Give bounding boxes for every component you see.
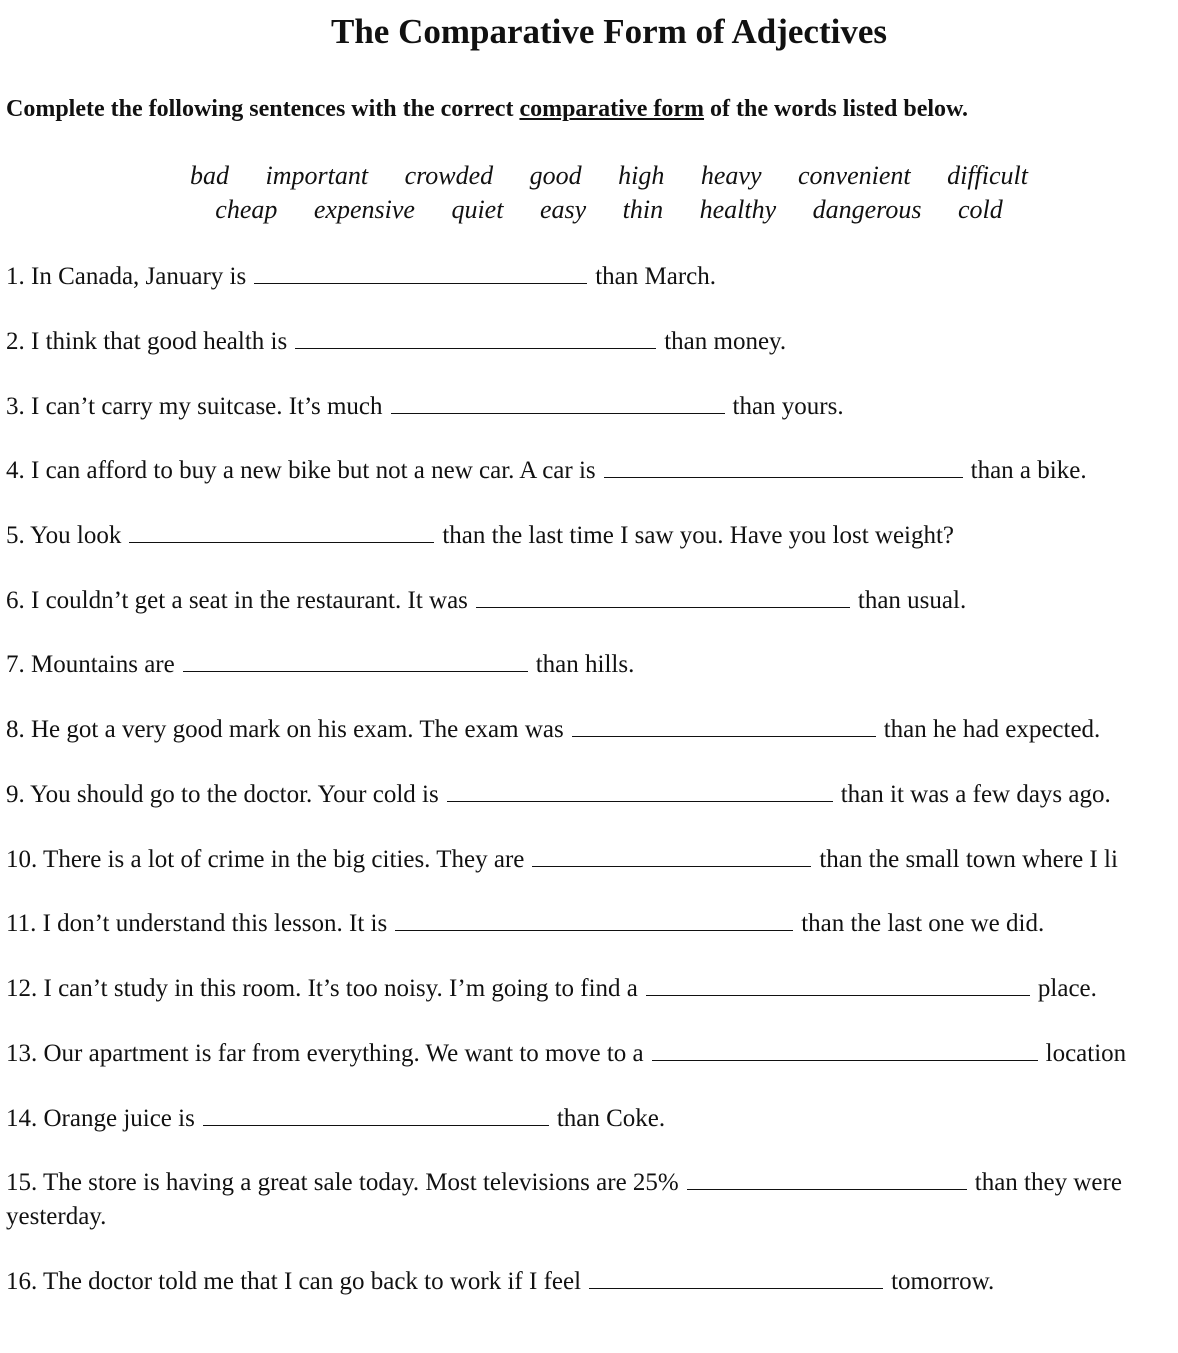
sentence-3 bbox=[6, 393, 844, 421]
sentence-text: than a bike. bbox=[970, 457, 1087, 484]
sentence-text: than the small town where I li bbox=[819, 846, 1118, 873]
instructions bbox=[6, 96, 968, 123]
sentence-text: location bbox=[1045, 1040, 1127, 1067]
sentence-6 bbox=[6, 587, 966, 615]
answer-blank[interactable] bbox=[254, 263, 587, 284]
answer-blank[interactable] bbox=[476, 587, 850, 608]
sentence-text: tomorrow. bbox=[891, 1268, 995, 1295]
sentence-14 bbox=[6, 1105, 665, 1133]
answer-blank[interactable] bbox=[589, 1268, 883, 1289]
sentence-5 bbox=[6, 522, 954, 550]
answer-blank[interactable] bbox=[203, 1105, 549, 1126]
word-bank-word: convenient bbox=[798, 161, 911, 190]
sentence-7 bbox=[6, 651, 634, 679]
sentence-8 bbox=[6, 716, 1100, 744]
word-bank-word: crowded bbox=[404, 161, 494, 190]
answer-blank[interactable] bbox=[395, 910, 793, 931]
word-bank-word: quiet bbox=[451, 195, 504, 224]
sentence-text: than they were bbox=[974, 1169, 1122, 1196]
answer-blank[interactable] bbox=[391, 393, 725, 414]
instructions-underlined-term: comparative form bbox=[519, 96, 705, 122]
answer-blank[interactable] bbox=[129, 522, 434, 543]
word-bank-word: expensive bbox=[313, 195, 415, 224]
word-bank-word: bad bbox=[189, 161, 229, 190]
word-bank-word: healthy bbox=[699, 195, 777, 224]
word-bank-word: high bbox=[618, 161, 665, 190]
page-title: The Comparative Form of Adjectives bbox=[331, 12, 887, 51]
sentence-text: 2. I think that good health is bbox=[6, 328, 288, 355]
answer-blank[interactable] bbox=[604, 457, 963, 478]
sentence-text: 5. You look bbox=[6, 522, 122, 549]
sentence-text: 1. In Canada, January is bbox=[6, 263, 247, 290]
sentence-text: 6. I couldn’t get a seat in the restaurant. It was bbox=[6, 587, 468, 614]
sentence-text: than it was a few days ago. bbox=[840, 781, 1111, 808]
word-bank-word: heavy bbox=[700, 161, 762, 190]
sentence-text: than the last one we did. bbox=[801, 910, 1045, 937]
sentence-11 bbox=[6, 910, 1044, 938]
sentence-text: than Coke. bbox=[556, 1105, 666, 1132]
sentence-text: 3. I can’t carry my suitcase. It’s much bbox=[6, 393, 383, 420]
sentence-2 bbox=[6, 328, 786, 356]
sentence-1 bbox=[6, 263, 716, 291]
sentence-text: 7. Mountains are bbox=[6, 651, 175, 678]
word-bank-word: good bbox=[529, 161, 582, 190]
word-bank-word: cheap bbox=[215, 195, 278, 224]
word-bank-word: easy bbox=[539, 195, 587, 224]
instructions-text-end: of the words listed below. bbox=[704, 96, 969, 122]
sentence-text: 9. You should go to the doctor. Your cold is bbox=[6, 781, 439, 808]
word-bank-word: cold bbox=[957, 195, 1003, 224]
sentence-text: than yours. bbox=[732, 393, 844, 420]
answer-blank[interactable] bbox=[646, 975, 1030, 996]
instructions-text-start: Complete the following sentences with the correct bbox=[6, 96, 520, 122]
sentence-text: place. bbox=[1037, 975, 1097, 1002]
answer-blank[interactable] bbox=[183, 651, 528, 672]
sentence-text: 12. I can’t study in this room. It’s too noisy. I’m going to find a bbox=[6, 975, 638, 1002]
sentence-text: 8. He got a very good mark on his exam. The exam was bbox=[6, 716, 564, 743]
answer-blank[interactable] bbox=[687, 1169, 967, 1190]
word-bank-word: thin bbox=[622, 195, 664, 224]
answer-blank[interactable] bbox=[532, 846, 811, 867]
sentence-10 bbox=[6, 846, 1118, 874]
sentence-9 bbox=[6, 781, 1111, 809]
sentence-text: 13. Our apartment is far from everything. We want to move to a bbox=[6, 1040, 644, 1067]
sentence-text: than he had expected. bbox=[883, 716, 1101, 743]
answer-blank[interactable] bbox=[572, 716, 876, 737]
answer-blank[interactable] bbox=[652, 1040, 1038, 1061]
sentence-text: 11. I don’t understand this lesson. It is bbox=[6, 910, 388, 937]
sentence-text: than March. bbox=[595, 263, 717, 290]
sentence-text: 14. Orange juice is bbox=[6, 1105, 195, 1132]
sentence-13 bbox=[6, 1040, 1126, 1068]
sentence-text: 16. The doctor told me that I can go back to work if I feel bbox=[6, 1268, 582, 1295]
sentence-text: 4. I can afford to buy a new bike but not a new car. A car is bbox=[6, 457, 596, 484]
word-bank-row-1 bbox=[0, 161, 1178, 191]
sentence-text: 10. There is a lot of crime in the big cities. They are bbox=[6, 846, 525, 873]
word-bank-word: difficult bbox=[947, 161, 1028, 190]
answer-blank[interactable] bbox=[295, 328, 656, 349]
sentence-4 bbox=[6, 457, 1087, 485]
sentence-text: than the last time I saw you. Have you lost weight? bbox=[442, 522, 955, 549]
sentence-text: than hills. bbox=[535, 651, 635, 678]
sentence-text: than usual. bbox=[857, 587, 967, 614]
word-bank-word: dangerous bbox=[812, 195, 922, 224]
sentence-12 bbox=[6, 975, 1097, 1003]
sentence-16 bbox=[6, 1268, 994, 1296]
word-bank-row-2 bbox=[0, 195, 1178, 225]
sentence-text: 15. The store is having a great sale today. Most televisions are 25% bbox=[6, 1169, 679, 1196]
sentence-15 bbox=[6, 1169, 1122, 1197]
sentence-15-continuation: yesterday. bbox=[6, 1203, 107, 1230]
sentence-text: than money. bbox=[664, 328, 787, 355]
word-bank-word: important bbox=[265, 161, 369, 190]
answer-blank[interactable] bbox=[447, 781, 833, 802]
